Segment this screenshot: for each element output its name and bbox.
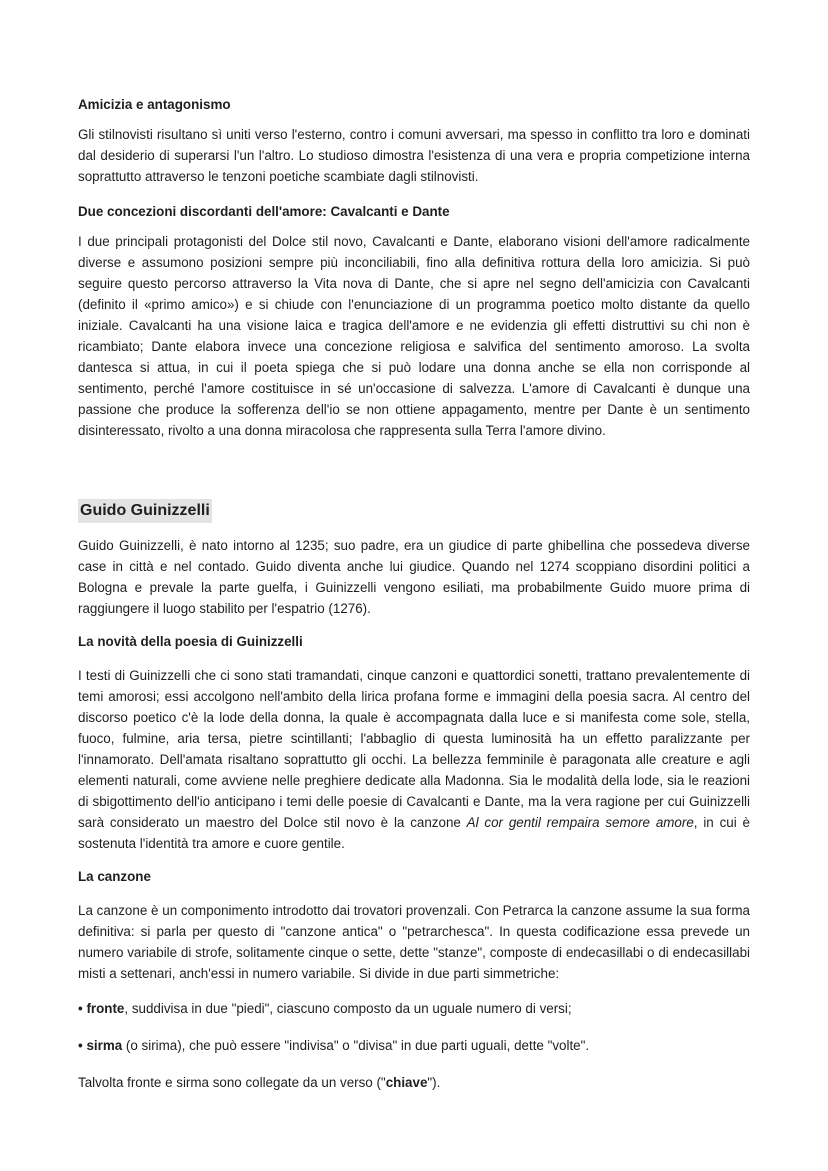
- canzone-title: Al cor gentil rempaira semore amore: [466, 815, 694, 830]
- paragraph-guinizzelli-bio: Guido Guinizzelli, è nato intorno al 1235; suo padre, era un giudice di parte ghibellina che possedeva diverse case in città e nel contado. Guido diventa anche lui giudice. Quando nel 1274 scoppiano disordini politici a Bologna e prevale la parte guelfa, i Guinizzelli vengono esiliati, ma probabilmente Guido muore prima di raggiungere il luogo stabilito per l'espatrio (1276).: [78, 538, 750, 616]
- paragraph-novita-text: I testi di Guinizzelli che ci sono stati tramandati, cinque canzoni e quattordici sonetti, trattano prevalentemente di temi amorosi; essi accolgono nell'ambito della lirica profana forme e immagini della poesia sacra. Al centro del discorso poetico c'è la lode della donna, la quale è accompagnata dalla luce e si manifesta come sole, stella, fuoco, fulmine, aria tersa, pietre scintillanti; l'abbaglio di questa luminosità ha un effetto paralizzante per l'innamorato. Dell'amata risaltano soprattutto gli occhi. La bellezza femminile è paragonata alle creature e agli elementi naturali, come avviene nelle preghiere dedicate alla Madonna. Sia le modalità della lode, sia le reazioni di sbigottimento dell'io anticipano i temi delle poesie di Cavalcanti e Dante, ma la vera ragione per cui Guinizzelli sarà considerato un maestro del Dolce stil novo è la canzone: [78, 668, 750, 830]
- chapter-title-guinizzelli: Guido Guinizzelli: [78, 499, 212, 523]
- section-heading-amicizia: Amicizia e antagonismo: [78, 97, 231, 112]
- term-fronte: fronte: [86, 1001, 125, 1016]
- paragraph-concezioni: I due principali protagonisti del Dolce stil novo, Cavalcanti e Dante, elaborano visioni dell'amore radicalmente diverse e assumono posizioni sempre più inconciliabili, fino alla definitiva rottura della loro amicizia. Si può seguire questo percorso attraverso la Vita nova di Dante, che si apre nel segno dell'amicizia con Cavalcanti (definito il «primo amico») e si chiude con l'enunciazione di un programma poetico molto distante da quello iniziale. Cavalcanti ha una visione laica e tragica dell'amore e ne evidenzia gli effetti distruttivi su chi non è ricambiato; Dante elabora invece una concezione religiosa e salvifica del sentimento amoroso. La svolta dantesca si attua, in cui il poeta spiega che si può lodare una donna anche se ella non corrisponde al sentimento, perché l'amore costituisce in sé un'occasione di salvezza. L'amore di Cavalcanti è dunque una passione che produce la sofferenza dell'io se non ottiene appagamento, mentre per Dante è un sentimento disinteressato, rivolto a una donna miracolosa che rappresenta sulla Terra l'amore divino.: [78, 234, 750, 438]
- bullet-fronte-text: , suddivisa in due "piedi", ciascuno composto da un uguale numero di versi;: [124, 1001, 572, 1016]
- paragraph-canzone: La canzone è un componimento introdotto dai trovatori provenzali. Con Petrarca la canzone assume la sua forma definitiva: si parla per questo di "canzone antica" o "petrarchesca". In questa codificazione essa prevede un numero variabile di strofe, solitamente cinque o sette, dette "stanze", composte di endecasillabi o di endecasillabi misti a settenari, anch'essi in numero variabile. Si divide in due parti simmetriche:: [78, 903, 750, 981]
- bullet-marker: •: [78, 1038, 83, 1053]
- term-sirma: sirma: [86, 1038, 123, 1053]
- bullet-fronte: [78, 998, 750, 1019]
- section-heading-canzone: La canzone: [78, 869, 151, 884]
- chiave-text-end: ").: [427, 1075, 441, 1090]
- paragraph-novita-end: , in cui è sostenuta l'identità tra amore e cuore gentile.: [78, 815, 750, 851]
- paragraph-chiave: [78, 1072, 750, 1093]
- document-page: [78, 96, 750, 1105]
- chiave-text-start: Talvolta fronte e sirma sono collegate da un verso (": [78, 1075, 386, 1090]
- paragraph-amicizia: Gli stilnovisti risultano sì uniti verso l'esterno, contro i comuni avversari, ma spesso in conflitto tra loro e dominati dal desiderio di superarsi l'un l'altro. Lo studioso dimostra l'esistenza di una vera e propria competizione interna soprattutto attraverso le tenzoni poetiche scambiate dagli stilnovisti.: [78, 127, 750, 184]
- bullet-marker: •: [78, 1001, 83, 1016]
- section-heading-novita: La novità della poesia di Guinizzelli: [78, 634, 303, 649]
- bullet-sirma: [78, 1035, 750, 1056]
- section-heading-concezioni: Due concezioni discordanti dell'amore: Cavalcanti e Dante: [78, 204, 450, 219]
- bullet-sirma-text: (o sirima), che può essere "indivisa" o "divisa" in due parti uguali, dette "volte".: [122, 1038, 590, 1053]
- paragraph-novita: [78, 665, 750, 854]
- term-chiave: chiave: [385, 1075, 428, 1090]
